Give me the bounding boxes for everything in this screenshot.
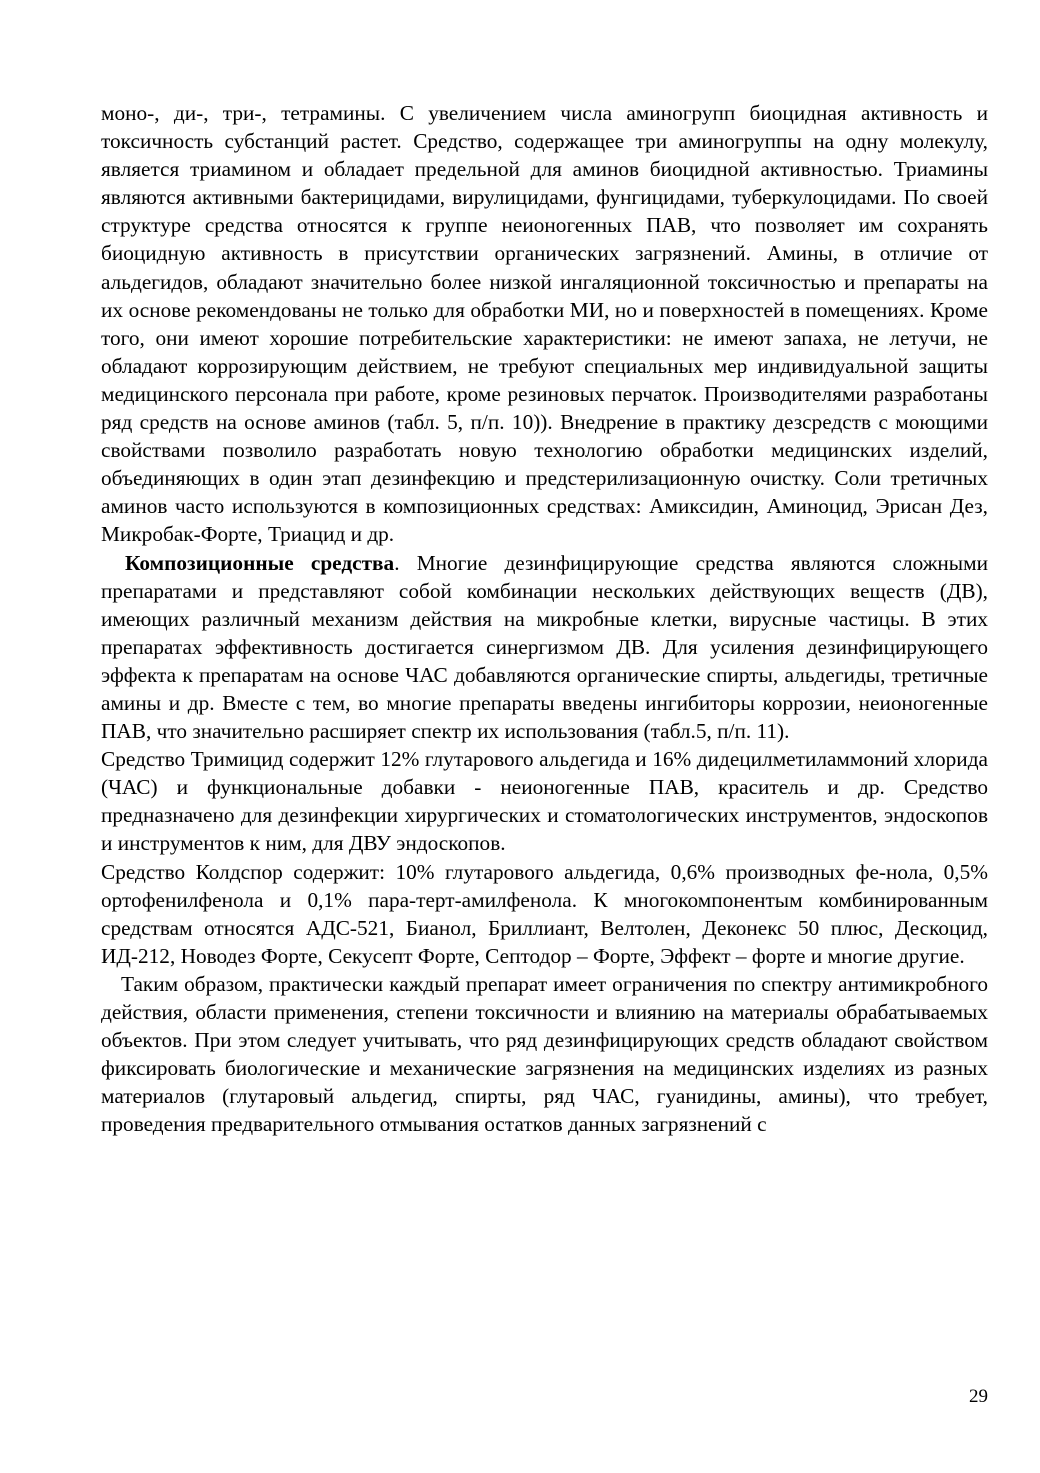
paragraph-composite-agents-text: . Многие дезинфицирующие средства являются сложными препаратами и представляют собой комбинации нескольких действующих веществ (ДВ), имеющих различный механизм действия на микробные клетки, вирусные частицы. В этих препаратах эффективность достигается синергизмом ДВ. Для усиления дезинфицирующего эффекта к препаратам на основе ЧАС добавляются органические спирты, альдегиды, третичные амины и др. Вместе с тем, во многие препараты введены ингибиторы коррозии, неионогенные ПАВ, что значительно расширяет спектр их использования (табл.5, п/п. 11).	[101, 550, 988, 744]
paragraph-coldspor: Средство Колдспор содержит: 10% глутарового альдегида, 0,6% производных фе-нола, 0,5% ортофенилфенола и 0,1% пара-терт-амилфенола. К многокомпонентым комбинированным средствам относятся АДС-521, Бианол, Бриллиант, Велтолен, Деконекс 50 плюс, Дескоцид, ИД-212, Новодез Форте, Секусепт Форте, Септодор – Форте, Эффект – форте и многие другие.	[101, 859, 988, 968]
term-composite-agents: Композиционные средства	[125, 550, 395, 575]
paragraph-conclusion: Таким образом, практически каждый препарат имеет ограничения по спектру антимикробного действия, области применения, степени токсичности и влиянию на материалы обрабатываемых объектов. При этом следует учитывать, что ряд дезинфицирующих средств обладают свойством фиксировать биологические и механические загрязнения на медицинских изделиях из разных материалов (глутаровый альдегид, спирты, ряд ЧАС, гуанидины, амины), что требует, проведения предварительного отмывания остатков данных загрязнений с	[101, 971, 988, 1137]
paragraph-amines: моно-, ди-, три-, тетрамины. С увеличением числа аминогрупп биоцидная активность и токсичность субстанций растет. Средство, содержащее три аминогруппы на одну молекулу, является триамином и обладает предельной для аминов биоцидной активностью. Триамины являются активными бактерицидами, вирулицидами, фунгицидами, туберкулоцидами. По своей структуре средства относятся к группе неионогенных ПАВ, что позволяет им сохранять биоцидную активность в присутствии органических загрязнений. Амины, в отличие от альдегидов, обладают значительно более низкой ингаляционной токсичностью и препараты на их основе рекомендованы не только для обработки МИ, но и поверхностей в помещениях. Кроме того, они имеют хорошие потребительские характеристики: не имеют запаха, не летучи, не обладают коррозирующим действием, не требуют специальных мер индивидуальной защиты медицинского персонала при работе, кроме резиновых перчаток. Производителями разработаны ряд средств на основе аминов (табл. 5, п/п. 10)). Внедрение в практику дезсредств с моющими свойствами позволило разработать новую технологию обработки медицинских изделий, объединяющих в один этап дезинфекцию и предстерилизационную очистку. Соли третичных аминов часто используются в композиционных средствах: Амиксидин, Аминоцид, Эрисан Дез, Микробак-Форте, Триацид и др.	[101, 101, 988, 547]
page-number: 29	[969, 1386, 988, 1407]
paragraph-trimicid: Средство Тримицид содержит 12% глутарового альдегида и 16% дидецилметиламмоний хлорида (ЧАС) и функциональные добавки - неионогенные ПАВ, краситель и др. Средство предназначено для дезинфекции хирургических и стоматологических инструментов, эндоскопов и инструментов к ним, для ДВУ эндоскопов.	[101, 747, 988, 856]
paragraph-composite-agents	[101, 549, 988, 746]
body-text	[101, 99, 988, 1138]
